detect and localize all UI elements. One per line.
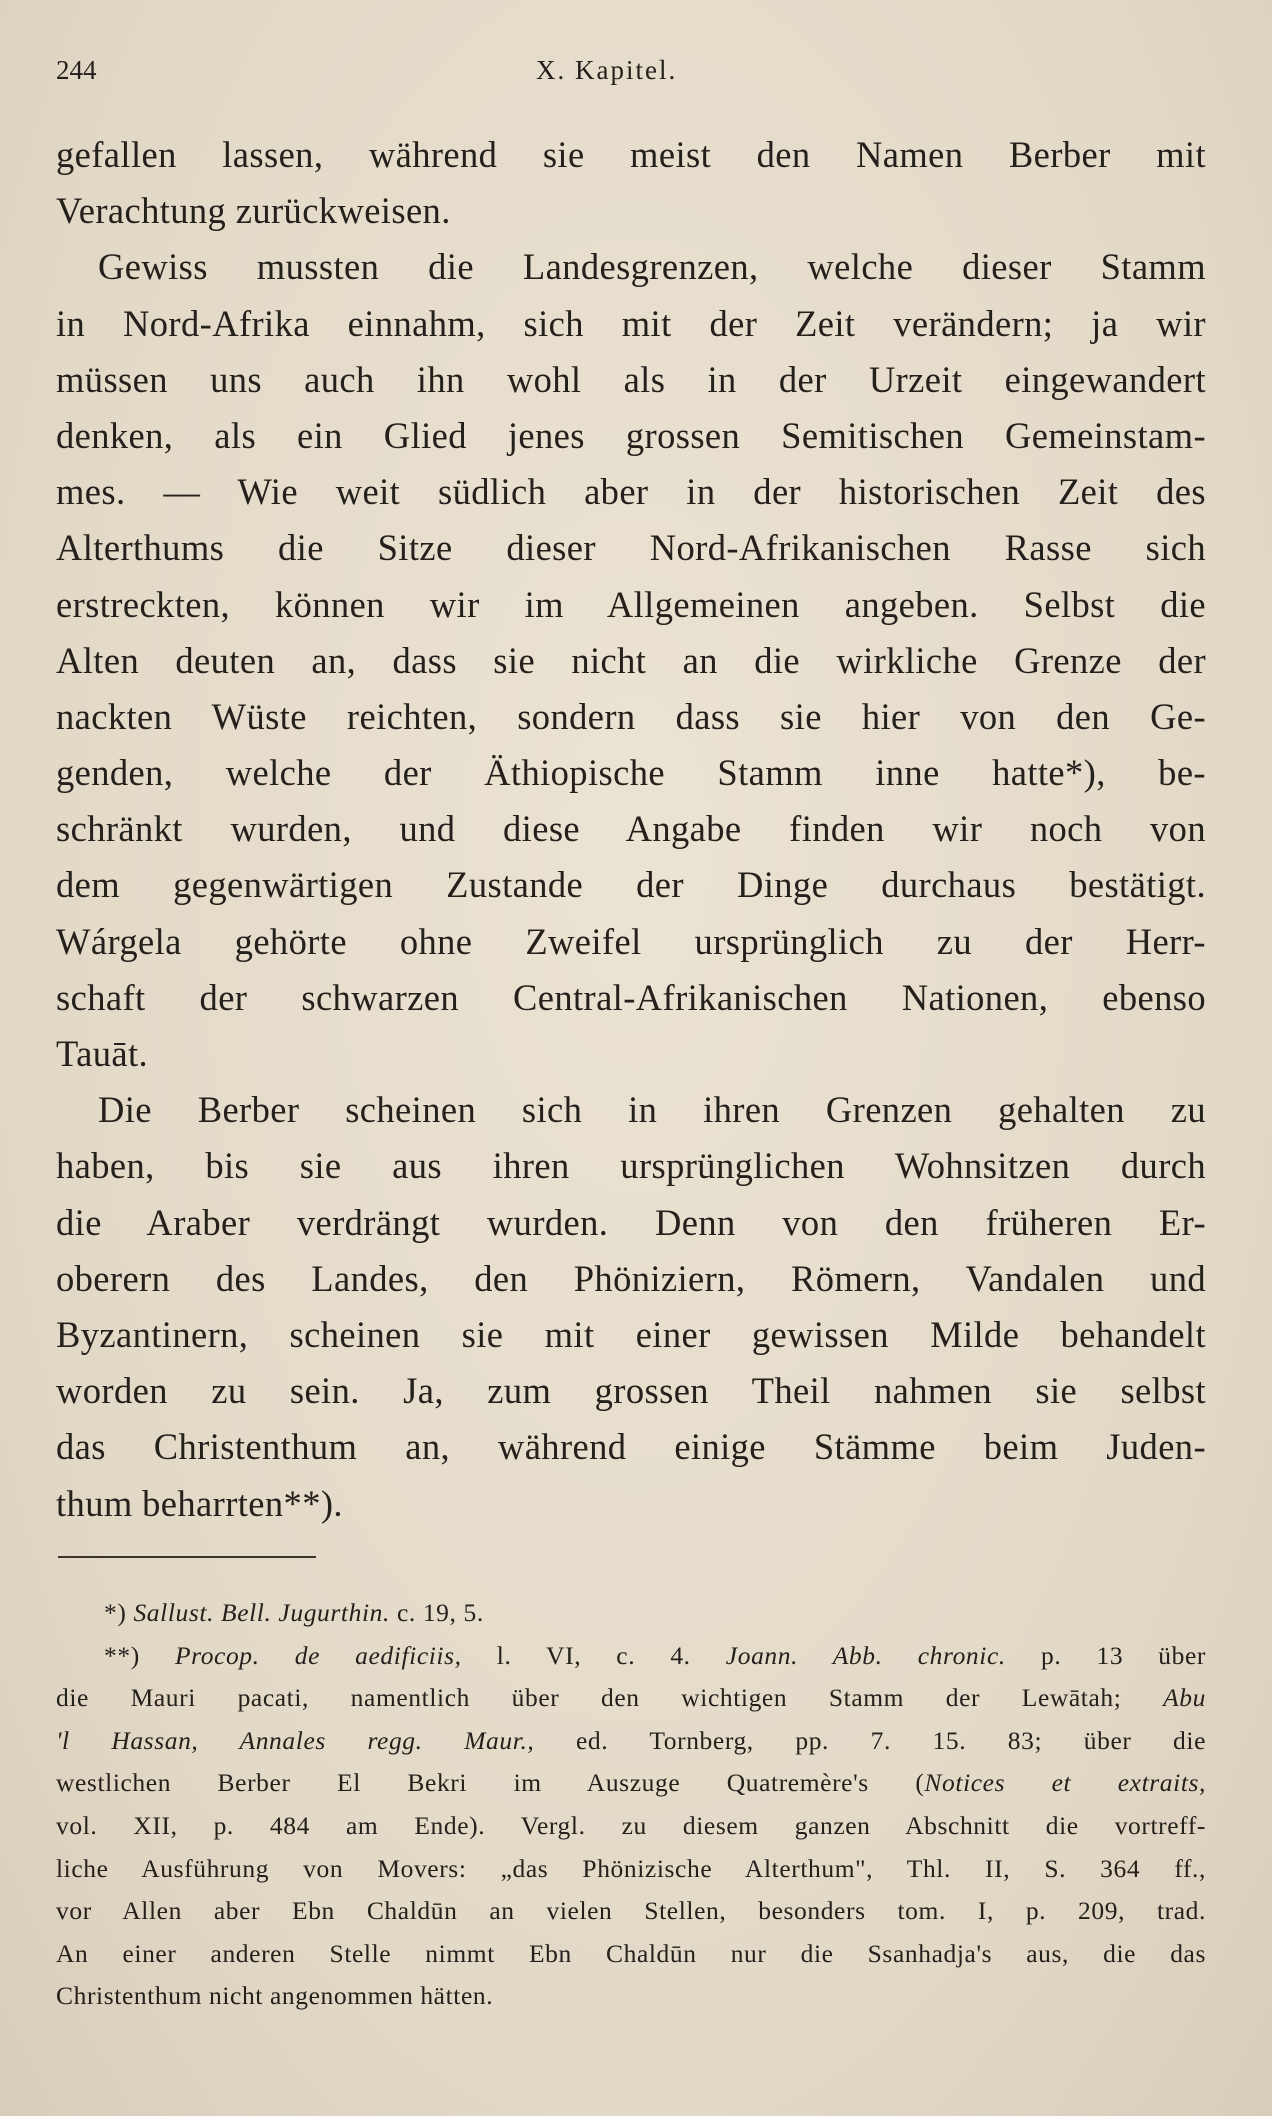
text-line: dem gegenwärtigen Zustande der Dinge durchaus bestätigt. bbox=[56, 864, 1206, 906]
text-line: Die Berber scheinen sich in ihren Grenzen gehalten zu bbox=[98, 1089, 1206, 1131]
text-line: oberern des Landes, den Phöniziern, Römern, Vandalen und bbox=[56, 1257, 1206, 1299]
footnote-2-line bbox=[56, 1677, 1206, 1720]
text-line: das Christenthum an, während einige Stämme beim Juden- bbox=[56, 1426, 1206, 1468]
footnote-2-line: vol. XII, p. 484 am Ende). Vergl. zu diesem ganzen Abschnitt die vortreff- bbox=[56, 1810, 1206, 1840]
footnote-marker: **) bbox=[104, 1640, 140, 1670]
footnote-text: l. VI, c. 4. bbox=[496, 1640, 691, 1670]
text-line: schaft der schwarzen Central-Afrikanischen Nationen, ebenso bbox=[56, 976, 1206, 1018]
footnote-text: westlichen Berber El Bekri im Auszuge Quatremère's ( bbox=[56, 1768, 925, 1798]
paragraph-3 bbox=[56, 1082, 1206, 1532]
footnote-text: p. 13 über bbox=[1041, 1640, 1207, 1670]
text-line: worden zu sein. Ja, zum grossen Theil nahmen sie selbst bbox=[56, 1370, 1206, 1412]
text-line: genden, welche der Äthiopische Stamm inne hatte*), be- bbox=[56, 752, 1206, 794]
text-line: Wárgela gehörte ohne Zweifel ursprünglich zu der Herr- bbox=[56, 920, 1206, 962]
text-line: nackten Wüste reichten, sondern dass sie hier von den Ge- bbox=[56, 695, 1206, 737]
text-line: denken, als ein Glied jenes grossen Semitischen Gemeinstam- bbox=[56, 414, 1206, 456]
text-line: erstreckten, können wir im Allgemeinen angeben. Selbst die bbox=[56, 583, 1206, 625]
text-line: haben, bis sie aus ihren ursprünglichen Wohnsitzen durch bbox=[56, 1145, 1206, 1187]
footnotes bbox=[56, 1592, 1206, 2018]
text-line: mes. — Wie weit südlich aber in der historischen Zeit des bbox=[56, 471, 1206, 513]
footnote-reference: Abu bbox=[1163, 1683, 1206, 1713]
text-line: die Araber verdrängt wurden. Denn von den früheren Er- bbox=[56, 1201, 1206, 1243]
footnote-2-line: liche Ausführung von Movers: „das Phönizische Alterthum", Thl. II, S. 364 ff., bbox=[56, 1853, 1206, 1883]
text-line: schränkt wurden, und diese Angabe finden wir noch von bbox=[56, 808, 1206, 850]
text-line: gefallen lassen, während sie meist den Namen Berber mit bbox=[56, 134, 1206, 175]
footnote-2-line: Christenthum nicht angenommen hätten. bbox=[56, 1981, 494, 2011]
footnote-2-line bbox=[56, 1720, 1206, 1763]
text-line: Verachtung zurückweisen. bbox=[56, 190, 451, 232]
footnote-reference: Notices et extraits, bbox=[924, 1768, 1206, 1798]
text-line: in Nord-Afrika einnahm, sich mit der Zeit verändern; ja wir bbox=[56, 302, 1206, 344]
text-line: thum beharrten**). bbox=[56, 1482, 343, 1524]
footnote-reference: Procop. de aedificiis, bbox=[174, 1640, 462, 1670]
text-line: Byzantinern, scheinen sie mit einer gewissen Milde behandelt bbox=[56, 1313, 1206, 1355]
footnote-marker: *) bbox=[104, 1598, 127, 1627]
footnote-text: die Mauri pacati, namentlich über den wichtigen Stamm der Lewātah; bbox=[56, 1683, 1122, 1713]
text-line: Gewiss mussten die Landesgrenzen, welche dieser Stamm bbox=[98, 246, 1206, 288]
footnote-2-line bbox=[56, 1762, 1206, 1805]
footnote-divider bbox=[58, 1556, 316, 1558]
footnote-text: c. 19, 5. bbox=[396, 1598, 484, 1627]
footnote-text: ed. Tornberg, pp. 7. 15. 83; über die bbox=[576, 1725, 1206, 1755]
footnote-reference: 'l Hassan, Annales regg. Maur., bbox=[56, 1725, 535, 1755]
text-line: müssen uns auch ihn wohl als in der Urzeit eingewandert bbox=[56, 358, 1206, 400]
footnote-2-line bbox=[56, 1635, 1206, 1678]
chapter-title: X. Kapitel. bbox=[536, 55, 678, 85]
footnote-2-line: vor Allen aber Ebn Chaldūn an vielen Stellen, besonders tom. I, p. 209, trad. bbox=[56, 1896, 1206, 1926]
page-number: 244 bbox=[56, 55, 97, 85]
paragraph-1 bbox=[56, 127, 1206, 239]
footnote-reference: Sallust. Bell. Jugurthin. bbox=[133, 1598, 390, 1627]
running-head bbox=[56, 55, 1206, 95]
footnote-1 bbox=[56, 1592, 1206, 1635]
footnote-2-line: An einer anderen Stelle nimmt Ebn Chaldūn nur die Ssanhadja's aus, die das bbox=[56, 1938, 1206, 1968]
text-line: Alterthums die Sitze dieser Nord-Afrikanischen Rasse sich bbox=[56, 527, 1206, 569]
text-line: Alten deuten an, dass sie nicht an die wirkliche Grenze der bbox=[56, 639, 1206, 681]
text-line: Tauāt. bbox=[56, 1033, 149, 1074]
footnote-reference: Joann. Abb. chronic. bbox=[725, 1640, 1006, 1670]
body-text bbox=[56, 127, 1206, 1532]
paragraph-2 bbox=[56, 239, 1206, 1082]
